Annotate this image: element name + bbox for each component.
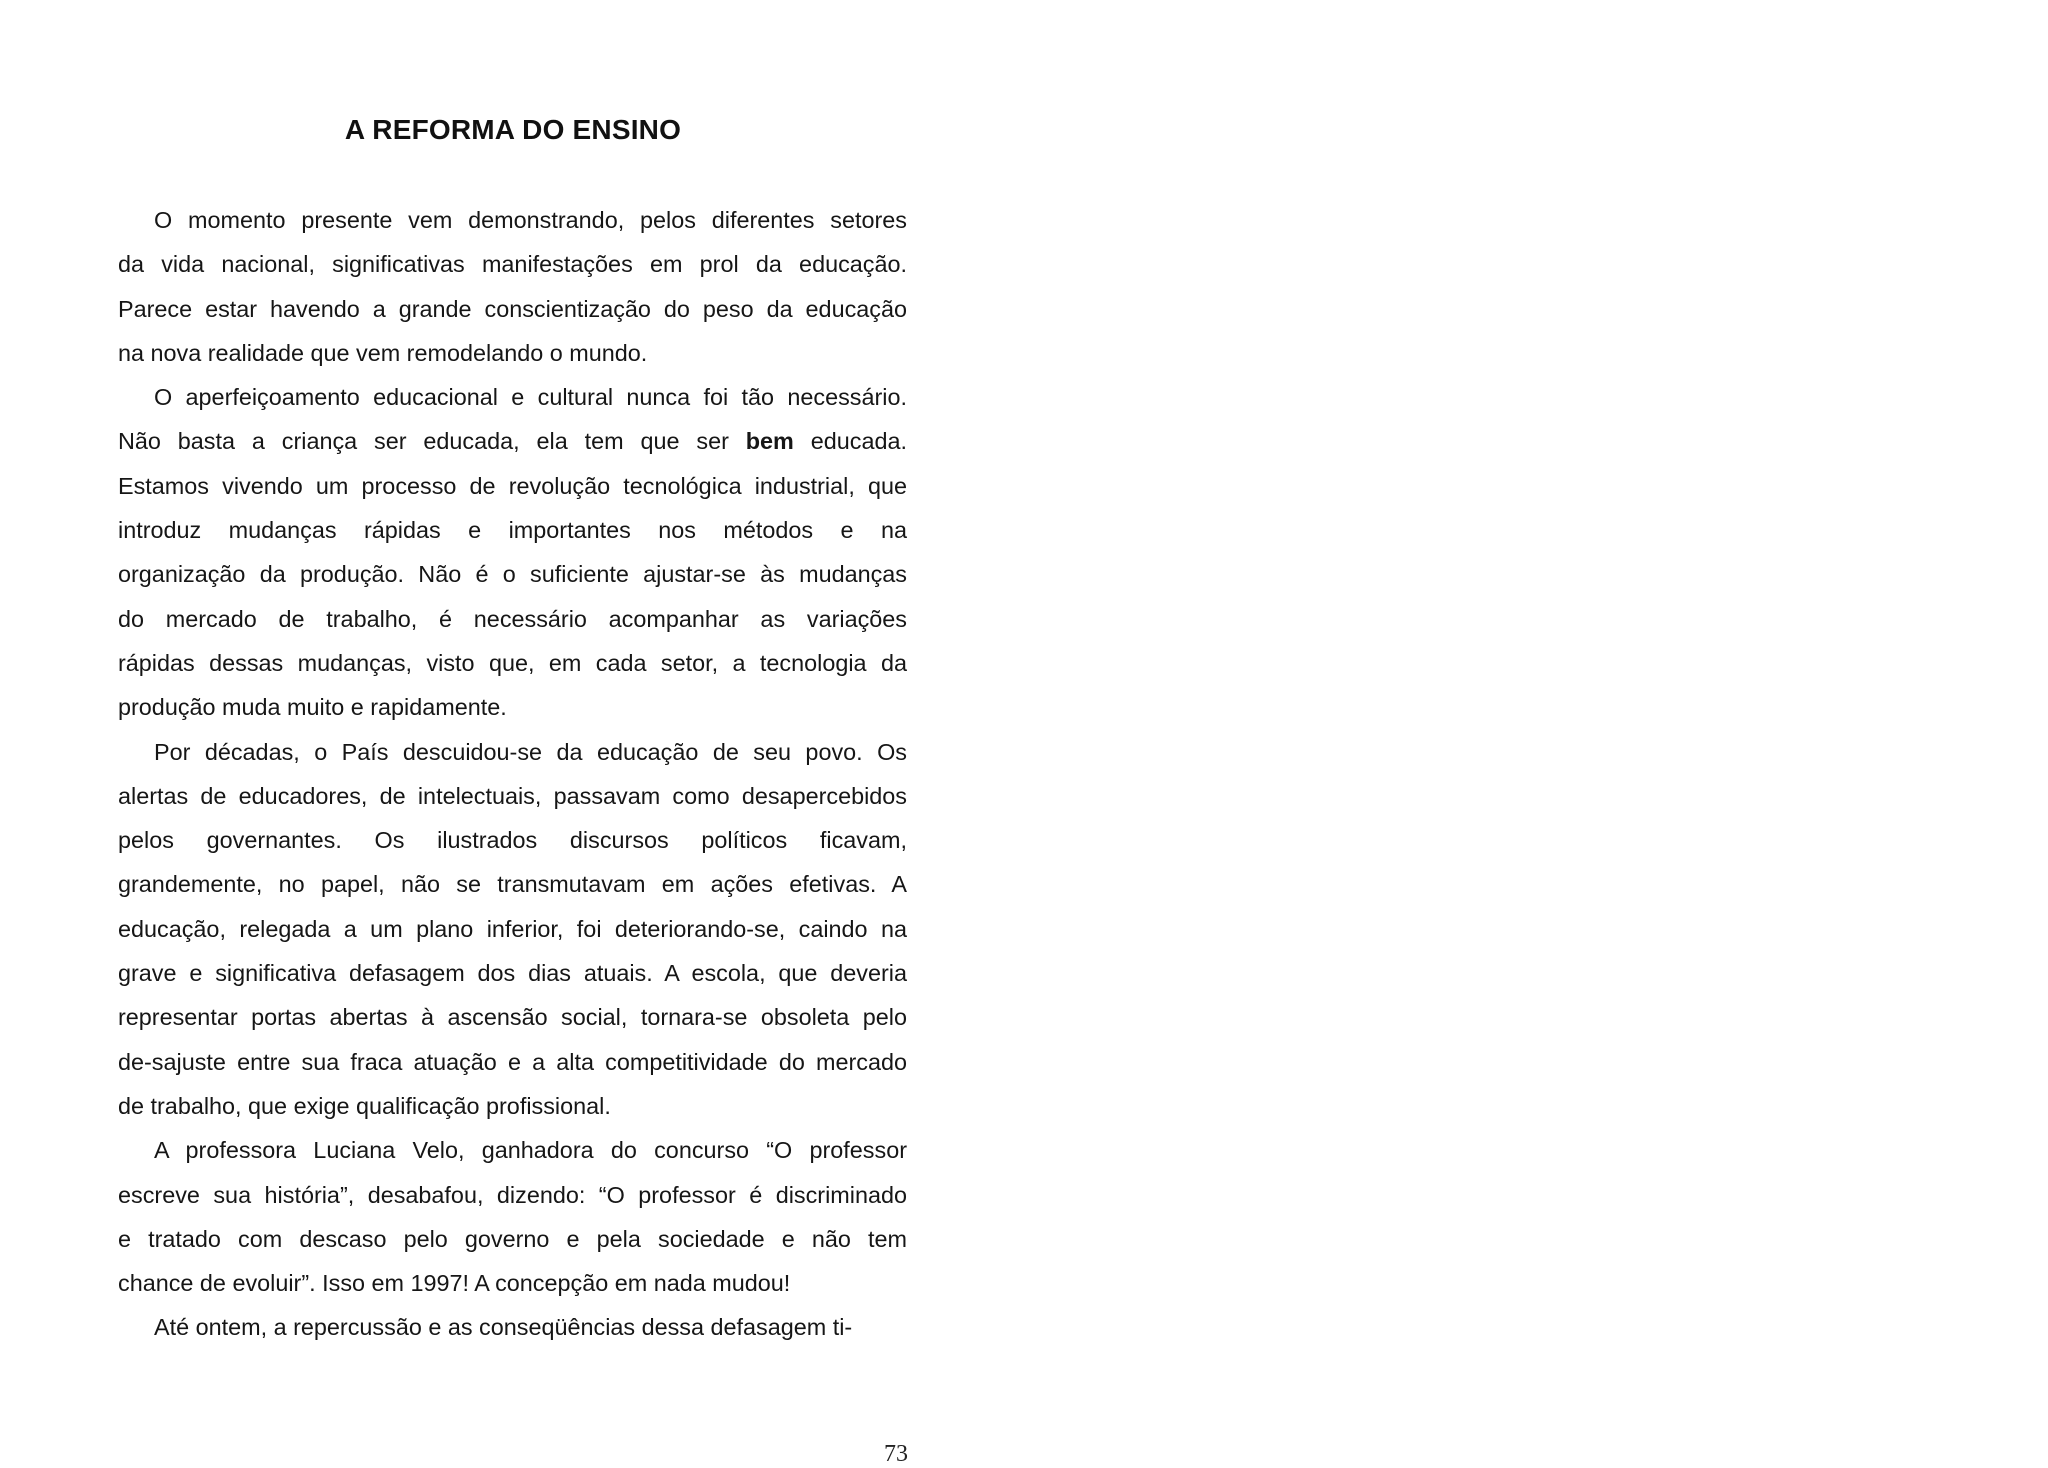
text-line [118, 419, 907, 463]
text-line: da vida nacional, significativas manifestações em prol da educação. [118, 251, 907, 278]
text-line: produção muda muito e rapidamente. [118, 694, 507, 721]
text-line: do mercado de trabalho, é necessário acompanhar as variações [118, 605, 907, 632]
text-line: introduz mudanças rápidas e importantes nos métodos e na [118, 517, 907, 544]
text-line: de trabalho, que exige qualificação profissional. [118, 1092, 611, 1119]
text-line: Até ontem, a repercussão e as conseqüências dessa defasagem ti- [154, 1314, 853, 1341]
text-line: alertas de educadores, de intelectuais, passavam como desapercebidos [118, 782, 907, 809]
text-line: na nova realidade que vem remodelando o mundo. [118, 339, 648, 366]
page-title: A REFORMA DO ENSINO [344, 114, 682, 145]
emphasis-word: bem [745, 428, 794, 455]
paragraph [118, 375, 907, 729]
page-number: 73 [884, 1441, 908, 1467]
text-run: Não basta a criança ser educada, ela tem que ser [118, 428, 746, 455]
text-line: grave e significativa defasagem dos dias atuais. A escola, que deveria [118, 960, 907, 987]
paragraph [118, 198, 907, 375]
text-line: de-sajuste entre sua fraca atuação e a alta competitividade do mercado [118, 1048, 907, 1075]
text-line: escreve sua história”, desabafou, dizendo: “O professor é discriminado [118, 1181, 907, 1208]
paragraph [118, 1305, 907, 1349]
text-line: Estamos vivendo um processo de revolução tecnológica industrial, que [118, 472, 907, 499]
text-line: Por décadas, o País descuidou-se da educação de seu povo. Os [154, 738, 907, 765]
text-line: e tratado com descaso pelo governo e pela sociedade e não tem [118, 1225, 907, 1252]
text-line: O momento presente vem demonstrando, pelos diferentes setores [154, 207, 907, 233]
text-line: O aperfeiçoamento educacional e cultural nunca foi tão necessário. [154, 384, 907, 411]
text-line: organização da produção. Não é o suficiente ajustar-se às mudanças [118, 561, 907, 588]
text-line: rápidas dessas mudanças, visto que, em cada setor, a tecnologia da [118, 649, 907, 676]
text-line: chance de evoluir”. Isso em 1997! A concepção em nada mudou! [118, 1270, 791, 1297]
text-line: grandemente, no papel, não se transmutavam em ações efetivas. A [118, 871, 907, 898]
text-line: educação, relegada a um plano inferior, foi deteriorando-se, caindo na [118, 915, 907, 942]
text-line: representar portas abertas à ascensão social, tornara-se obsoleta pelo [118, 1004, 907, 1031]
article-body [118, 198, 907, 1350]
text-line: pelos governantes. Os ilustrados discursos políticos ficavam, [118, 827, 907, 854]
text-run: educada. [793, 428, 907, 455]
text-line: Parece estar havendo a grande conscientização do peso da educação [118, 295, 907, 322]
text-line: A professora Luciana Velo, ganhadora do concurso “O professor [154, 1137, 907, 1164]
paragraph [118, 730, 907, 1129]
paragraph [118, 1128, 907, 1305]
